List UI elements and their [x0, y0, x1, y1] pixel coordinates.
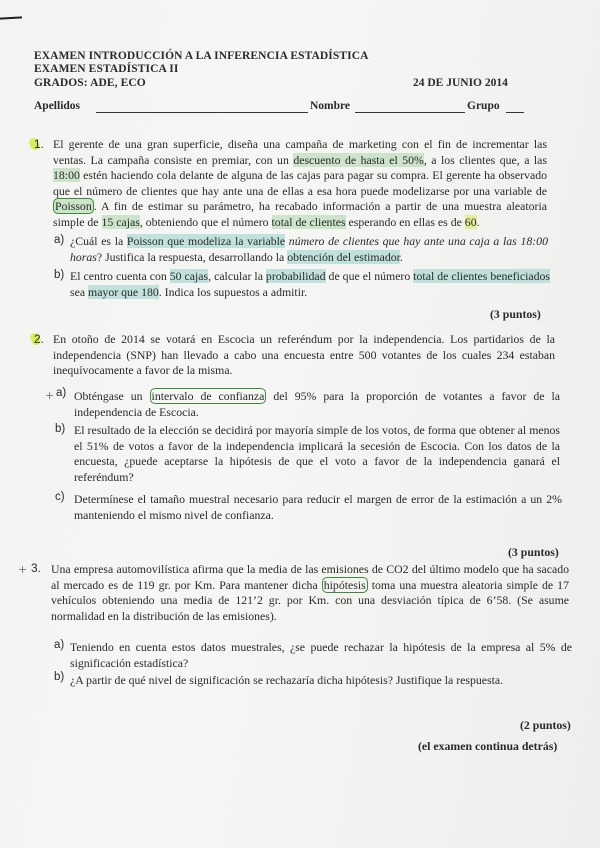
q2-a-letter: a)	[56, 387, 67, 399]
field-grupo-label: Grupo	[467, 100, 500, 112]
q2-number: 2.	[34, 332, 44, 346]
field-nombre-line[interactable]	[355, 112, 465, 113]
q2-a-text: Obténgase un intervalo de confianza del 95% para la proporción de votantes a favor de la independencia de Escocia.	[74, 389, 560, 419]
pen-mark	[0, 16, 22, 19]
q1-b-letter: b)	[54, 269, 65, 281]
exam-title: EXAMEN INTRODUCCIÓN A LA INFERENCIA ESTADÍSTICA	[34, 50, 369, 62]
q2-points: (3 puntos)	[508, 545, 559, 559]
field-apellidos-label: Apellidos	[34, 100, 81, 112]
q2-statement: En otoño de 2014 se votará en Escocia un referéndum por la independencia. Los partidarios de la independencia (SNP) han llevado a cabo una encuesta entre 500 votantes de los cuales 234 estaban inequívocamente a favor de la misma.	[53, 332, 555, 378]
q1-a-text: ¿Cuál es la Poisson que modeliza la variable número de clientes que hay ante una caja a las 18:00 horas? Justifica la respuesta, desarrollando la obtención del estimador.	[70, 234, 548, 264]
q3-statement: Una empresa automovilística afirma que la media de las emisiones de CO2 del último modelo que ha sacado al mercado es de 119 gr. por Km. Para mantener dicha hipótesis toma una muestra aleatoria simple de 17 vehículos obteniendo una media de 121’2 gr. por Km. con una desviación típica de 6’58. (Se asume normalidad en la distribución de las emisiones).	[51, 562, 569, 623]
q2-c-letter: c)	[55, 491, 65, 503]
exam-grados: GRADOS: ADE, ECO	[34, 77, 146, 89]
q1-a-letter: a)	[54, 234, 65, 246]
q3-a-letter: a)	[54, 639, 65, 651]
q3-b-letter: b)	[54, 671, 65, 683]
q2-b-text: El resultado de la elección se decidirá por mayoría simple de los votos, de forma que obtener al menos el 51% de votos a favor de la independencia implicará la secesión de Escocia. Con los datos de la encuesta, ¿puede aceptarse la hipótesis de que el voto a favor de la independencia ganará el referéndum?	[74, 423, 560, 484]
q1-b-text: El centro cuenta con 50 cajas, calcular la probabilidad de que el número total de clientes beneficiados sea mayor que 180. Indica los supuestos a admitir.	[70, 269, 550, 299]
exam-date: 24 DE JUNIO 2014	[413, 77, 508, 89]
q3-points: (2 puntos)	[520, 718, 571, 732]
exam-subtitle: EXAMEN ESTADÍSTICA II	[34, 63, 179, 75]
field-apellidos-line[interactable]	[96, 112, 308, 113]
pen-mark: +	[45, 389, 55, 402]
q1-statement: El gerente de una gran superficie, diseña una campaña de marketing con el fin de incrementar las ventas. La campaña consiste en premiar, con un descuento de hasta el 50%, a los clientes que, a las 18:00 estén haciendo cola delante de alguna de las cajas para pagar su compra. El gerente ha observado que el número de clientes que hay ante una de ellas a esa hora puede modelizarse por una variable de Poisson . A fin de estimar su parámetro, ha recabado información a partir de una muestra aleatoria simple de 15 cajas, obteniendo que el número total de clientes esperando en ellas es de 60.	[53, 137, 548, 229]
q1-number: 1.	[34, 137, 44, 151]
field-nombre-label: Nombre	[310, 100, 351, 112]
q1-points: (3 puntos)	[490, 307, 541, 321]
q2-b-letter: b)	[55, 423, 66, 435]
q3-number: 3.	[31, 561, 41, 575]
q2-c-text: Determínese el tamaño muestral necesario para reducir el margen de error de la estimación a un 2% manteniendo el mismo nivel de confianza.	[74, 492, 562, 522]
pen-mark: +	[18, 563, 28, 576]
exam-continues-note: (el examen continua detrás)	[418, 739, 558, 753]
q3-b-text: ¿A partir de qué nivel de significación se rechazaría dicha hipótesis? Justifique la respuesta.	[70, 673, 504, 687]
q3-a-text: Teniendo en cuenta estos datos muestrales, ¿se puede rechazar la hipótesis de la empresa al 5% de significación estadística?	[70, 640, 572, 670]
field-grupo-line[interactable]	[506, 112, 524, 113]
